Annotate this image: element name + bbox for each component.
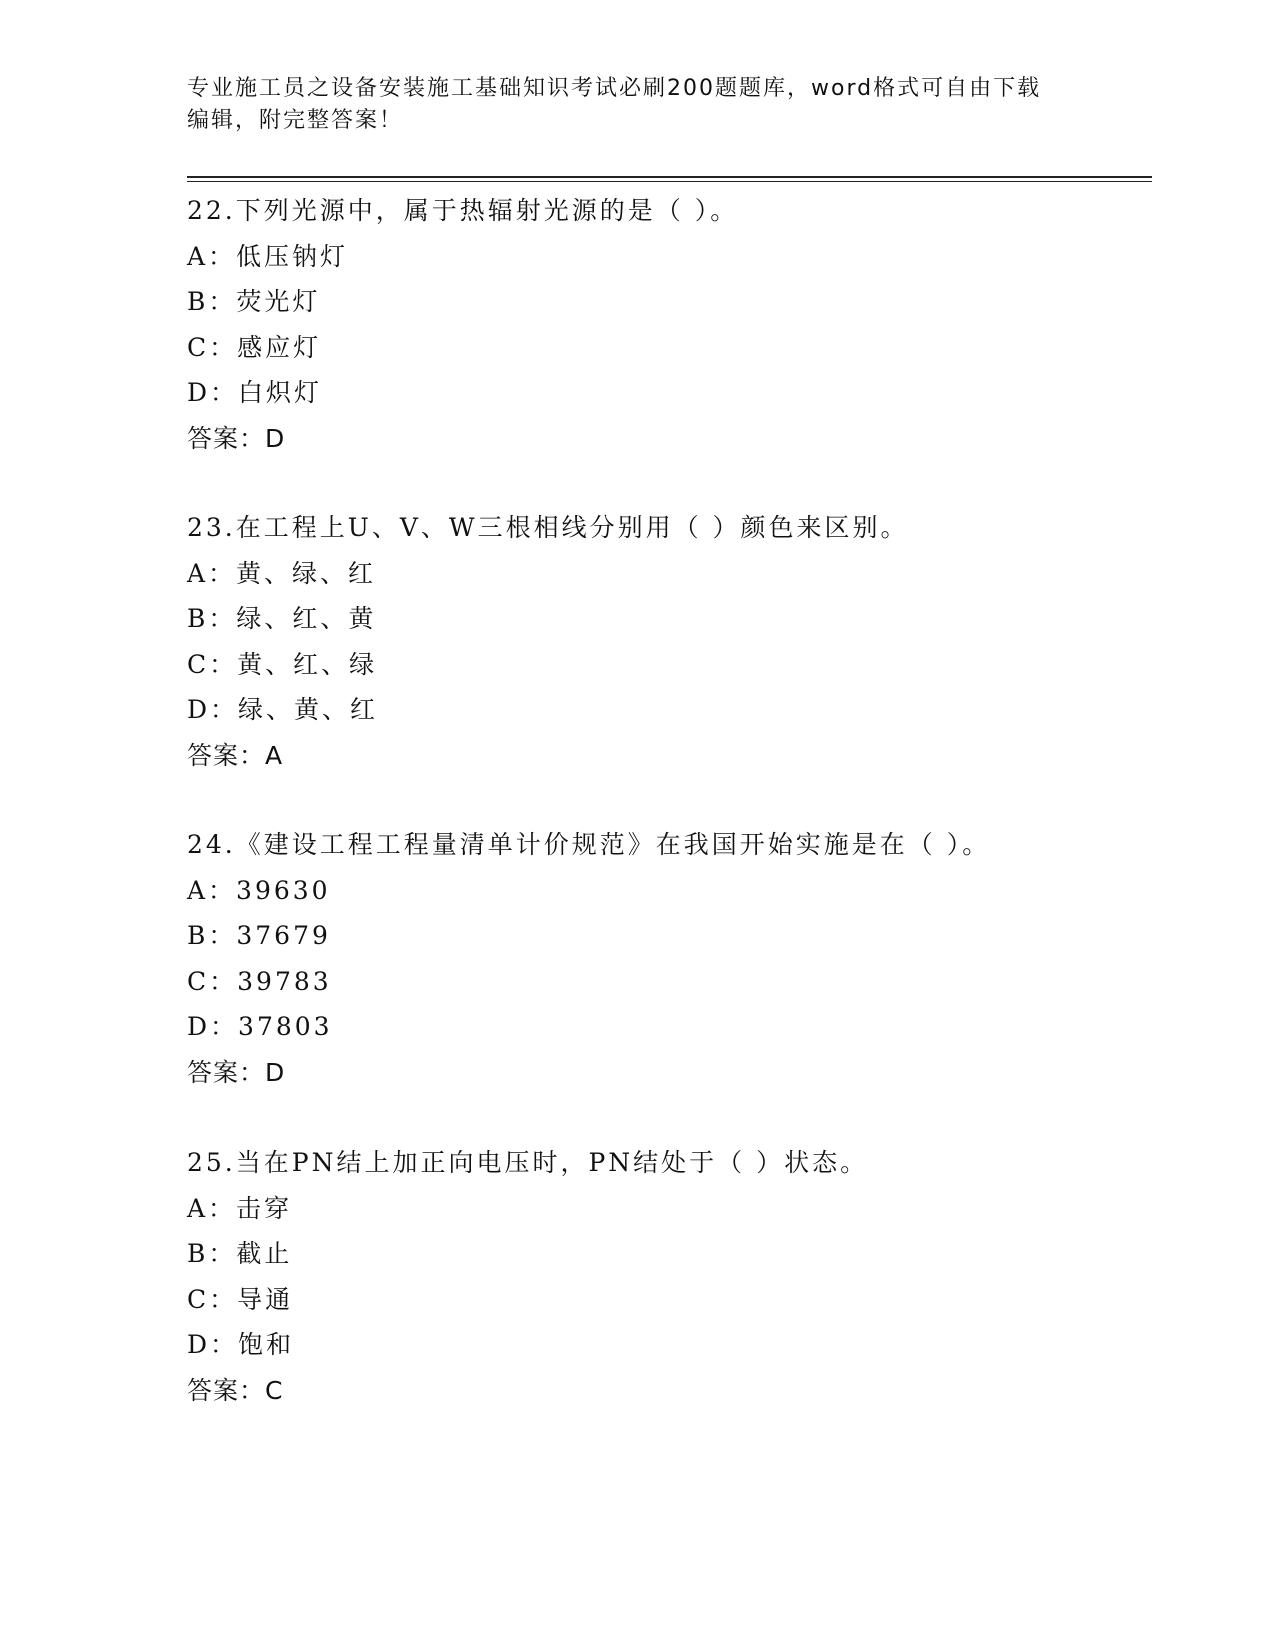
option-d: D：绿、黄、红	[187, 695, 379, 724]
option-b: B：荧光灯	[187, 287, 321, 316]
answer-line: 答案：D	[187, 423, 286, 453]
option-d: D：37803	[187, 1012, 333, 1041]
question-stem: 22.下列光源中，属于热辐射光源的是（ ）。	[187, 196, 739, 225]
option-b: B：37679	[187, 921, 331, 950]
option-d: D：饱和	[187, 1330, 295, 1359]
option-a: A：击穿	[187, 1193, 293, 1223]
document-header	[187, 73, 1087, 137]
answer-line: 答案：C	[187, 1375, 284, 1405]
option-b: B：绿、红、黄	[187, 604, 377, 633]
question-25	[187, 1140, 1152, 1413]
option-a: A：低压钠灯	[187, 241, 349, 271]
header-divider-thin	[187, 181, 1152, 182]
question-23	[187, 505, 1152, 778]
header-line-1: 专业施工员之设备安装施工基础知识考试必刷200题题库，word格式可自由下载	[187, 76, 1042, 101]
question-stem: 23.在工程上U、V、W三根相线分别用（ ）颜色来区别。	[187, 513, 909, 542]
option-c: C：39783	[187, 966, 332, 996]
header-divider-thick	[187, 176, 1152, 178]
question-24	[187, 822, 1152, 1095]
option-a: A：黄、绿、红	[187, 558, 377, 588]
option-c: C：导通	[187, 1284, 294, 1314]
header-line-2: 编辑，附完整答案！	[187, 108, 404, 133]
option-c: C：黄、红、绿	[187, 649, 378, 679]
answer-line: 答案：A	[187, 740, 284, 770]
option-d: D：白炽灯	[187, 378, 323, 407]
option-b: B：截止	[187, 1239, 293, 1268]
question-stem: 24.《建设工程工程量清单计价规范》在我国开始实施是在（ ）。	[187, 830, 991, 859]
question-stem: 25.当在PN结上加正向电压时，PN结处于（ ）状态。	[187, 1148, 869, 1177]
option-c: C：感应灯	[187, 332, 322, 362]
option-a: A：39630	[187, 875, 331, 905]
answer-line: 答案：D	[187, 1057, 286, 1087]
question-22	[187, 188, 1152, 461]
